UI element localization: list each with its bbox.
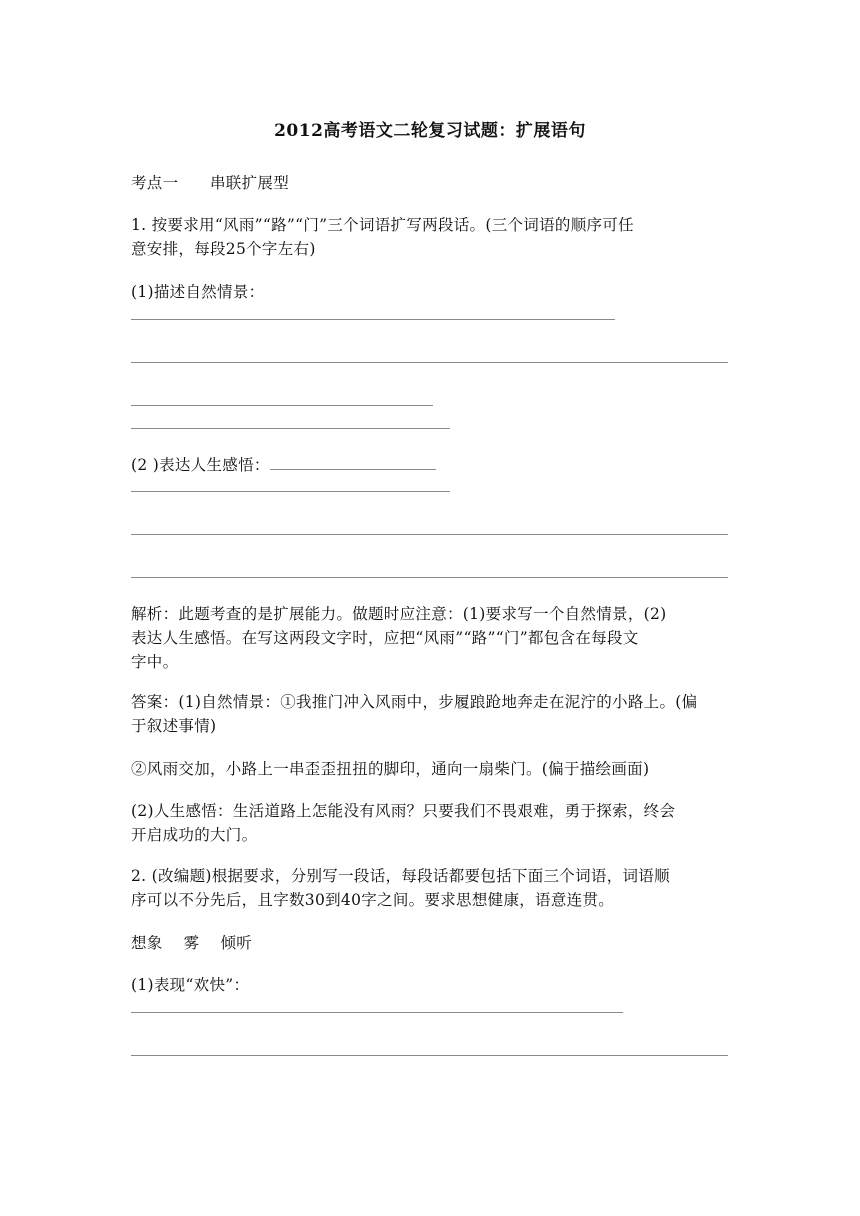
answer-line-5: 开启成功的大门。 (131, 826, 258, 844)
analysis-line-1: 解析：此题考查的是扩展能力。做题时应注意：(1)要求写一个自然情景，(2) (131, 605, 667, 623)
answer-line-3: ②风雨交加，小路上一串歪歪扭扭的脚印，通向一扇柴门。(偏于描绘画面) (131, 760, 650, 778)
answer-blank-line (131, 428, 450, 429)
section-heading: 考点一 串联扩展型 (131, 174, 290, 192)
answer-line-2: 于叙述事情) (131, 717, 217, 735)
answer-blank-line (131, 491, 450, 492)
analysis-line-3: 字中。 (131, 653, 179, 671)
q1-part2-text: (2 )表达人生感悟： (131, 456, 270, 474)
q2-part1-label: (1)表现“欢快”： (131, 976, 250, 994)
q1-prompt-line-1: 1. 按要求用“风雨”“路”“门”三个词语扩写两段话。(三个词语的顺序可任 (131, 216, 634, 234)
document-title: 2012高考语文二轮复习试题：扩展语句 (274, 121, 586, 141)
q2-prompt-line-2: 序可以不分先后，且字数30到40字之间。要求思想健康，语意连贯。 (131, 891, 615, 909)
answer-blank-line (131, 319, 615, 320)
answer-line-1: 答案：(1)自然情景：①我推门冲入风雨中，步履踉跄地奔走在泥泞的小路上。(偏 (131, 693, 698, 711)
q2-prompt-line-1: 2. (改编题)根据要求，分别写一段话，每段话都要包括下面三个词语，词语顺 (131, 867, 670, 885)
q1-part1-label: (1)描述自然情景： (131, 283, 265, 301)
answer-blank-line (131, 362, 728, 363)
q1-prompt-line-2: 意安排，每段25个字左右) (131, 240, 316, 258)
answer-blank-line (131, 577, 728, 578)
answer-blank-line (131, 405, 433, 406)
answer-blank-line (131, 1055, 728, 1056)
analysis-line-2: 表达人生感悟。在写这两段文字时，应把“风雨”“路”“门”都包含在每段文 (131, 629, 639, 647)
q2-words: 想象 雾 倾听 (131, 934, 253, 952)
q1-part2-label (131, 453, 731, 477)
answer-blank-line (131, 534, 728, 535)
answer-line-4: (2)人生感悟：生活道路上怎能没有风雨？只要我们不畏艰难，勇于探索，终会 (131, 802, 676, 820)
answer-blank-line (131, 1012, 623, 1013)
answer-blank-inline (270, 453, 436, 470)
